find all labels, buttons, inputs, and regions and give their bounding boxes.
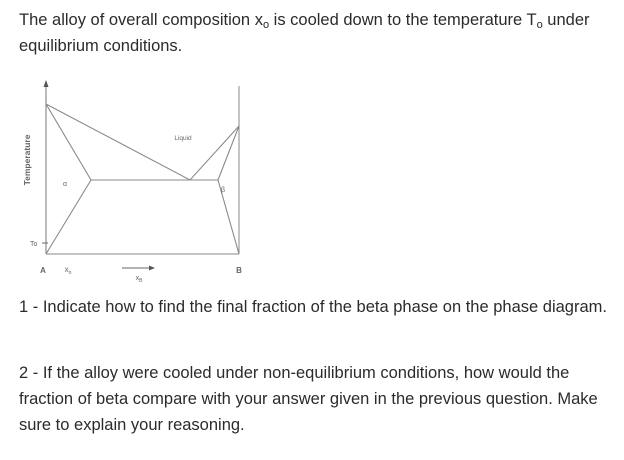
x0-label: $x_o$ xyxy=(64,265,72,276)
component-b-label: B xyxy=(236,266,242,275)
intro-text-part-2: is cooled down to the temperature T xyxy=(269,11,537,29)
question-2: 2 - If the alloy were cooled under non-equilibrium conditions, how would the fraction of beta compare with your answer given in the previous question. Make sure to explain your reasoning. xyxy=(19,364,598,434)
question-1: 1 - Indicate how to find the final fraction of the beta phase on the phase diagram. xyxy=(19,298,607,316)
intro-text-part-1: The alloy of overall composition x xyxy=(19,11,263,29)
temperature-axis-arrow-icon xyxy=(44,80,49,87)
beta-region-label: β xyxy=(220,187,226,194)
liquidus-line xyxy=(46,104,239,180)
intro-subscript-t: o xyxy=(536,19,543,31)
liquid-region-label: Liquid xyxy=(174,135,192,142)
xb-label: $x_B$ xyxy=(135,275,143,284)
to-label: To xyxy=(30,241,38,248)
phase-diagram xyxy=(18,72,258,284)
component-a-label: A xyxy=(40,266,46,275)
solvus-alpha xyxy=(46,180,91,254)
intro-subscript-x: o xyxy=(262,19,270,31)
solidus-beta xyxy=(218,126,239,180)
intro-text-part-3: under equilibrium conditions. xyxy=(19,11,590,55)
xb-arrow-icon xyxy=(149,266,155,271)
alpha-region-label: α xyxy=(62,181,68,188)
y-axis-label: Temperature xyxy=(22,134,32,186)
problem-statement xyxy=(19,7,609,59)
